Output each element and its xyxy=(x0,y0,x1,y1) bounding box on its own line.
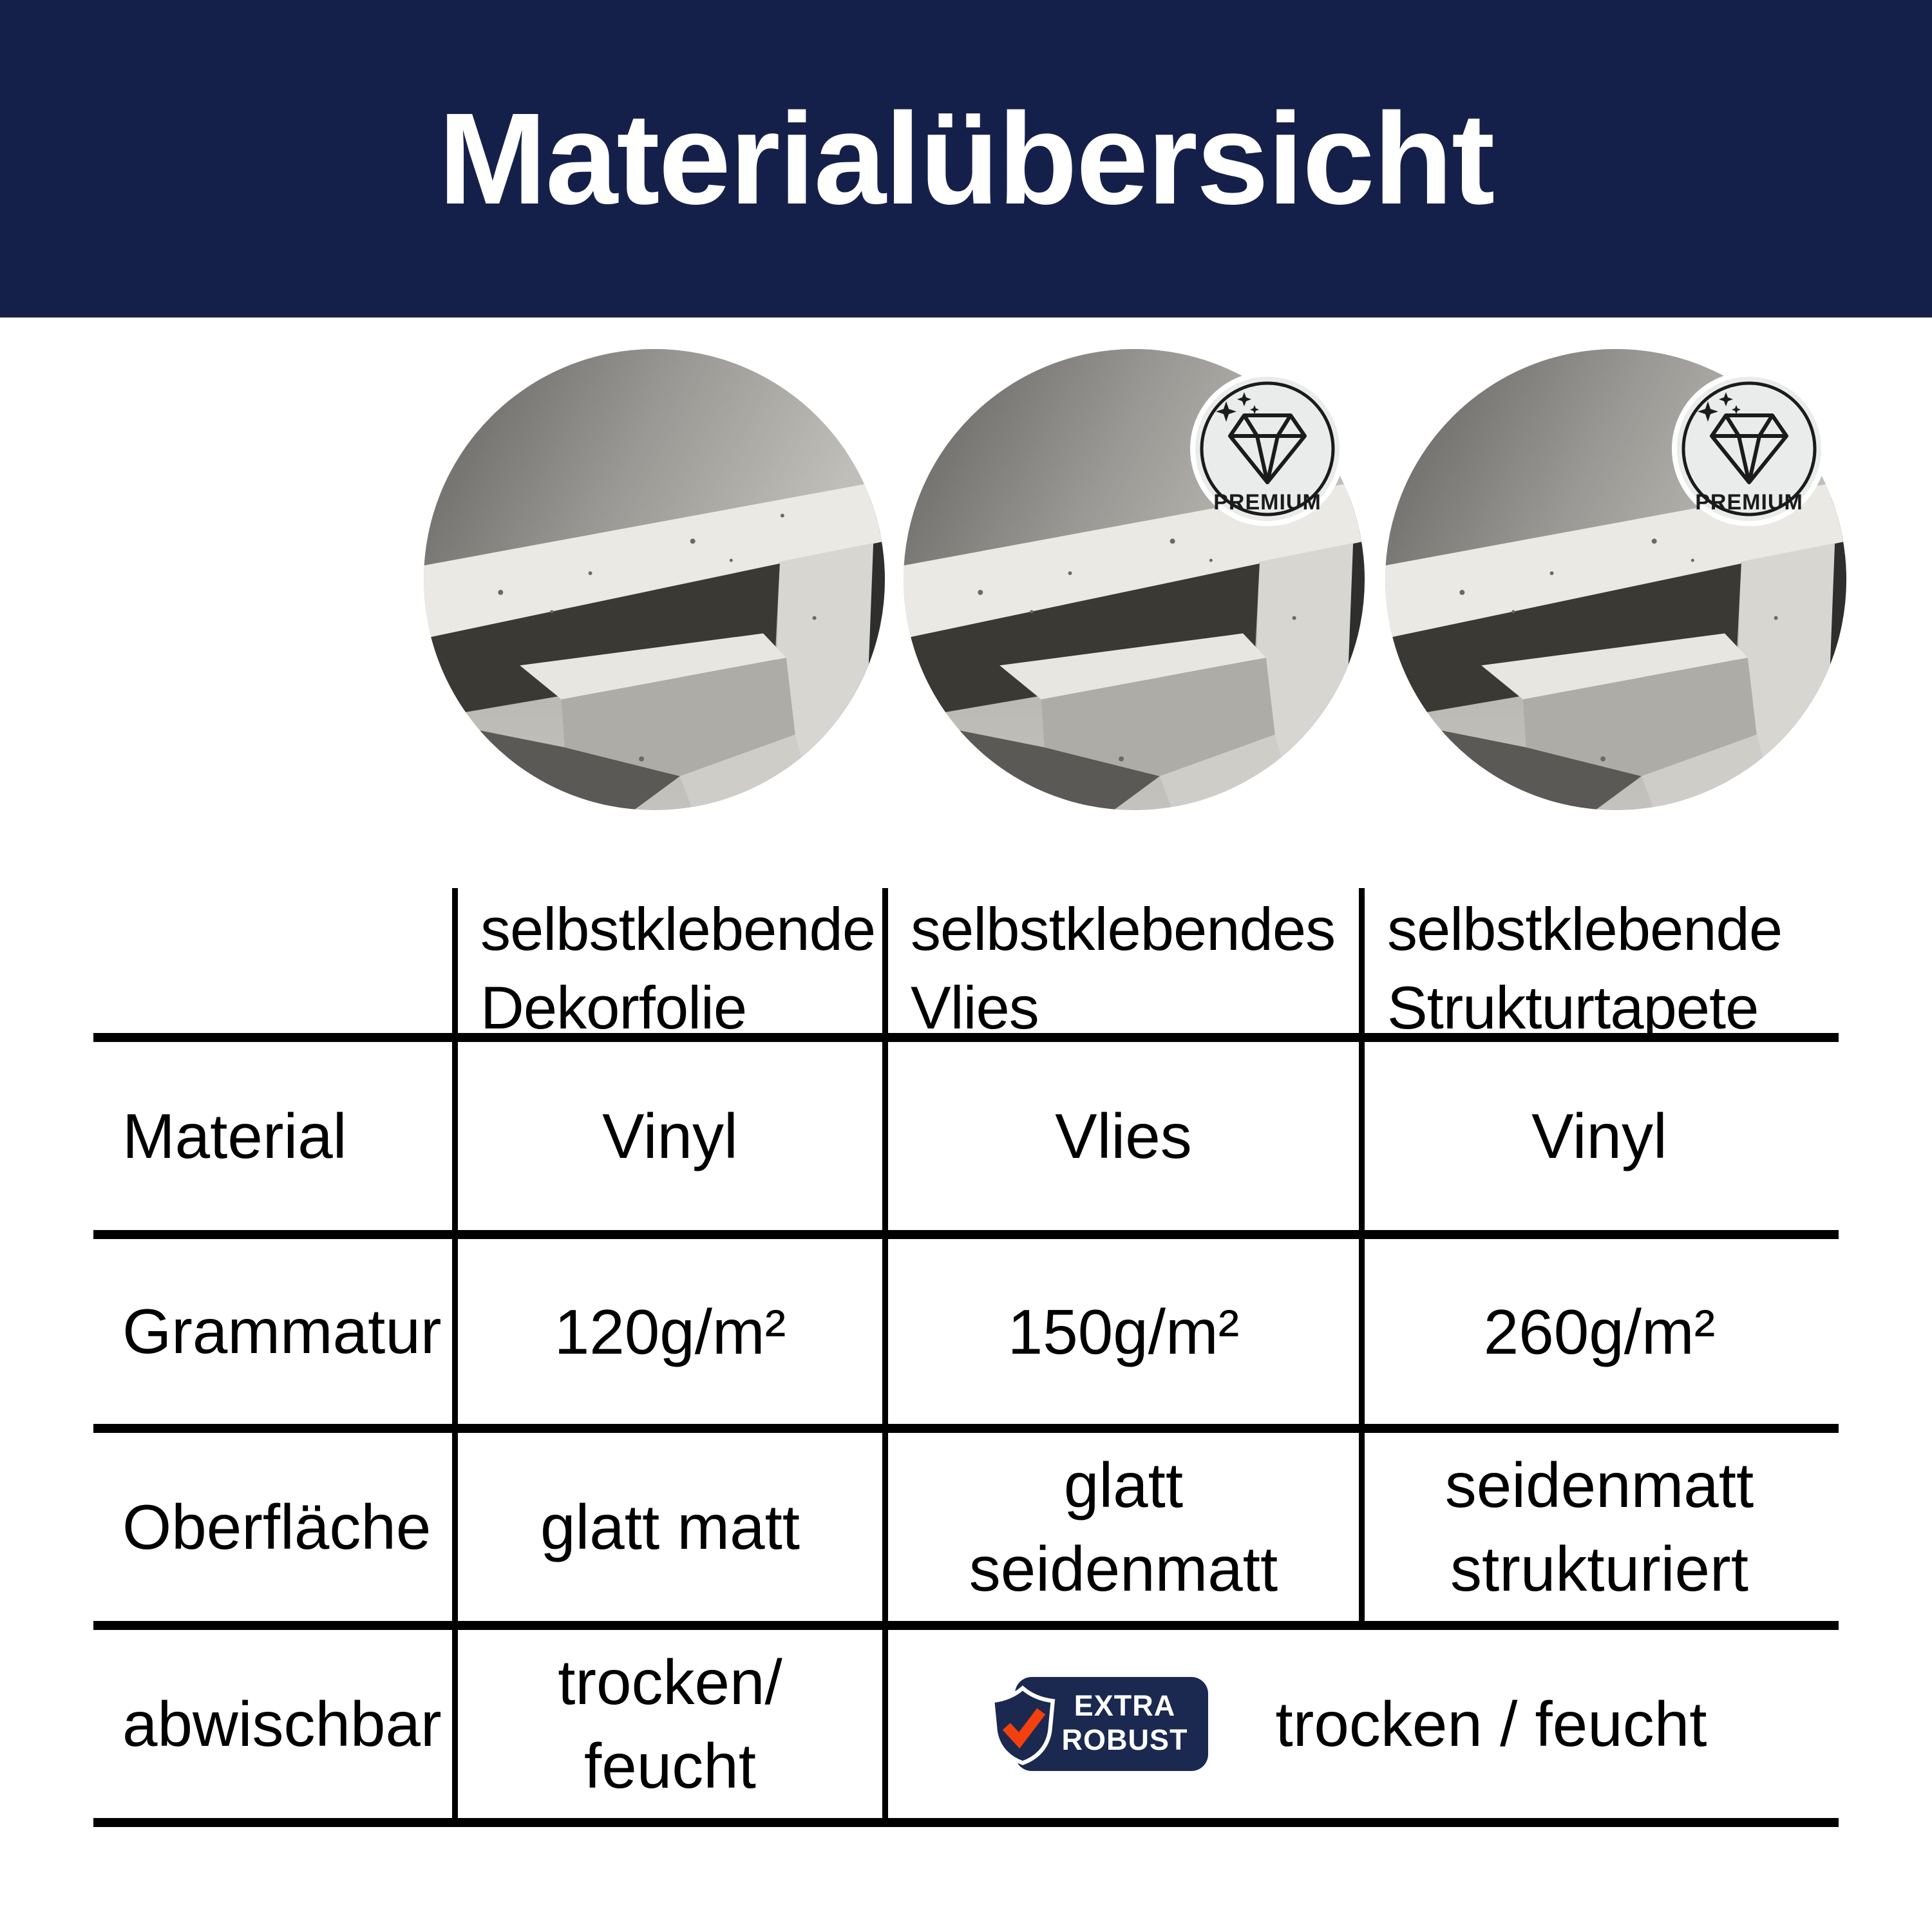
extra-robust-badge xyxy=(1015,1677,1208,1771)
row-label-grammatur: Grammatur xyxy=(122,1296,442,1367)
table-column-line xyxy=(1359,888,1365,1630)
row-label-abwischbar: abwischbar xyxy=(122,1688,442,1759)
page-title: Materialübersicht xyxy=(438,86,1494,231)
column-header-vlies: selbstklebendes Vlies xyxy=(911,895,1336,1041)
premium-badge-label: PREMIUM xyxy=(1695,490,1803,515)
header-banner xyxy=(0,0,1932,317)
cell-grammatur-3: 260g/m² xyxy=(1483,1296,1716,1367)
cell-grammatur-1: 120g/m² xyxy=(554,1296,786,1367)
table-divider xyxy=(93,1621,1839,1630)
cell-oberflaeche-2: glatt seidenmatt xyxy=(969,1450,1278,1604)
cell-material-2: Vlies xyxy=(1055,1101,1192,1171)
cell-oberflaeche-1: glatt matt xyxy=(540,1492,800,1562)
cell-abwischbar-merged xyxy=(888,1630,1834,1818)
extra-robust-label: EXTRA ROBUST xyxy=(1061,1689,1188,1756)
table-column-line xyxy=(452,888,458,1827)
product-image-dekorfolie xyxy=(424,349,885,810)
shield-check-icon xyxy=(988,1685,1057,1766)
cell-material-1: Vinyl xyxy=(602,1101,738,1171)
diamond-icon xyxy=(1672,372,1826,526)
row-label-oberflaeche: Oberfläche xyxy=(122,1491,431,1562)
abwischbar-merged-text: trocken / feucht xyxy=(1275,1689,1707,1759)
row-label-material: Material xyxy=(122,1100,347,1171)
cell-material-3: Vinyl xyxy=(1531,1101,1667,1171)
diamond-icon xyxy=(1190,372,1345,526)
concrete-cubes-image xyxy=(424,349,885,810)
premium-badge xyxy=(1190,372,1345,526)
cell-grammatur-2: 150g/m² xyxy=(1007,1296,1240,1367)
table-divider xyxy=(93,1818,1839,1827)
cell-oberflaeche-3: seidenmatt strukturiert xyxy=(1444,1450,1754,1604)
table-divider xyxy=(93,1424,1839,1433)
column-header-dekorfolie: selbstklebende Dekorfolie xyxy=(480,895,876,1041)
premium-badge-label: PREMIUM xyxy=(1213,490,1321,515)
column-header-strukturtapete: selbstklebende Strukturtapete xyxy=(1387,895,1783,1041)
cell-abwischbar-1: trocken/ feucht xyxy=(558,1647,782,1801)
table-divider xyxy=(93,1230,1839,1239)
table-column-line xyxy=(882,888,888,1827)
premium-badge xyxy=(1672,372,1826,526)
